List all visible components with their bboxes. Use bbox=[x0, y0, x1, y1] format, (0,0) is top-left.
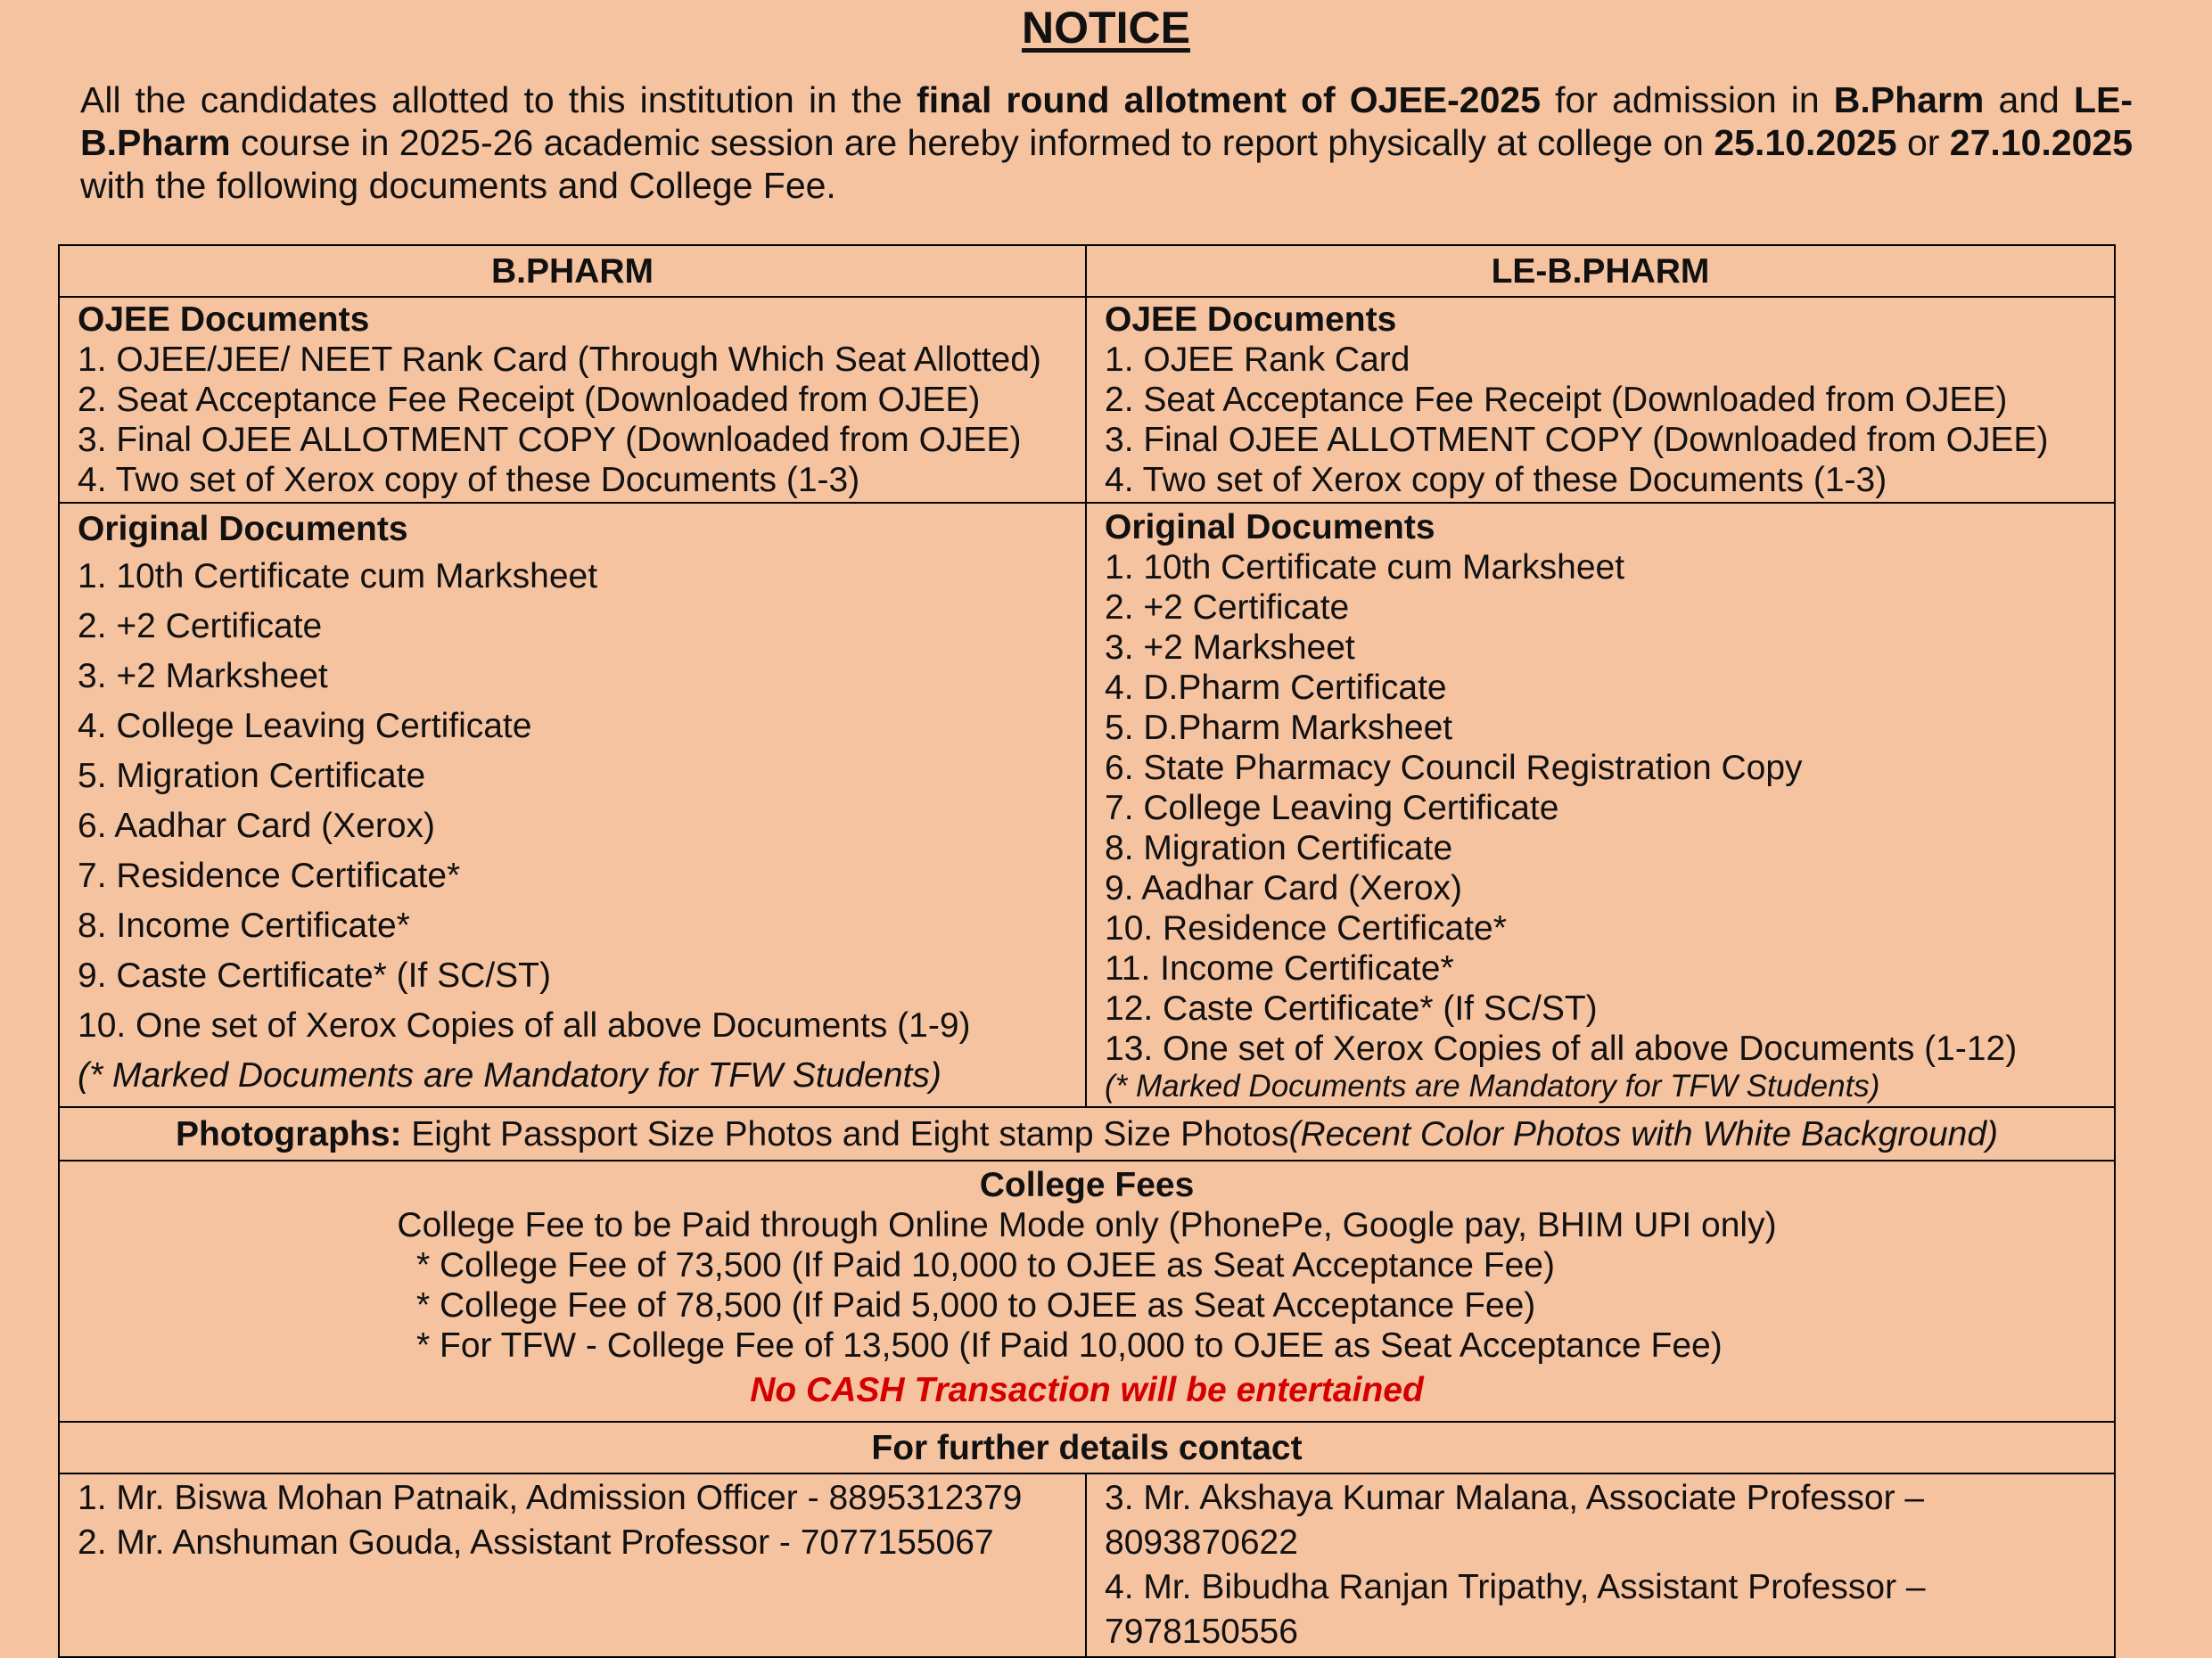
contact-item: 3. Mr. Akshaya Kumar Malana, Associate Professor – 8093870622 bbox=[1105, 1479, 1925, 1562]
list-item: 3. +2 Marksheet bbox=[78, 657, 328, 695]
intro-bold: B.Pharm bbox=[1833, 79, 1985, 120]
contact-item: 2. Mr. Anshuman Gouda, Assistant Professor - 7077155067 bbox=[78, 1523, 994, 1562]
original-docs-bpharm bbox=[59, 503, 1086, 1107]
list-item: 7. College Leaving Certificate bbox=[1105, 789, 1559, 827]
fee-item: * College Fee of 73,500 (If Paid 10,000 to OJEE as Seat Acceptance Fee) bbox=[416, 1246, 1555, 1285]
column-header-bpharm: B.PHARM bbox=[59, 245, 1086, 297]
ojee-docs-lebpharm bbox=[1086, 297, 2115, 503]
original-list-bpharm bbox=[78, 552, 1067, 1101]
list-item: 1. 10th Certificate cum Marksheet bbox=[1105, 548, 1625, 587]
ojee-docs-bpharm bbox=[59, 297, 1086, 503]
ojee-list-bpharm bbox=[78, 340, 1067, 500]
intro-text: course in 2025-26 academic session are hereby informed to report physically at college on bbox=[230, 122, 1715, 163]
tfw-note: (* Marked Documents are Mandatory for TFW Students) bbox=[78, 1056, 942, 1095]
list-item: 9. Caste Certificate* (If SC/ST) bbox=[78, 956, 551, 995]
original-list-lebpharm bbox=[1105, 547, 2096, 1104]
list-item: 6. State Pharmacy Council Registration Copy bbox=[1105, 749, 1803, 787]
fees-mode: College Fee to be Paid through Online Mode only (PhonePe, Google pay, BHIM UPI only) bbox=[397, 1206, 1777, 1244]
list-item: 3. Final OJEE ALLOTMENT COPY (Downloaded from OJEE) bbox=[78, 421, 1022, 459]
fees-heading: College Fees bbox=[979, 1166, 1195, 1204]
list-item: 2. Seat Acceptance Fee Receipt (Downloaded from OJEE) bbox=[1105, 381, 2008, 419]
contacts-right bbox=[1086, 1473, 2115, 1657]
column-header-lebpharm: LE-B.PHARM bbox=[1086, 245, 2115, 297]
ojee-list-lebpharm bbox=[1105, 340, 2096, 500]
intro-bold: 25.10.2025 bbox=[1714, 122, 1897, 163]
intro-text: or bbox=[1896, 122, 1950, 163]
fee-item: * College Fee of 78,500 (If Paid 5,000 to OJEE as Seat Acceptance Fee) bbox=[416, 1286, 1536, 1325]
intro-paragraph bbox=[80, 78, 2133, 207]
list-item: 9. Aadhar Card (Xerox) bbox=[1105, 869, 1463, 907]
contact-item: 1. Mr. Biswa Mohan Patnaik, Admission Officer - 8895312379 bbox=[78, 1479, 1023, 1517]
list-item: 4. College Leaving Certificate bbox=[78, 707, 532, 745]
intro-bold: final round allotment of OJEE-2025 bbox=[917, 79, 1542, 120]
list-item: 2. Seat Acceptance Fee Receipt (Downloaded from OJEE) bbox=[78, 381, 981, 419]
photographs-text: Eight Passport Size Photos and Eight stamp Size Photos bbox=[401, 1114, 1289, 1153]
list-item: 3. +2 Marksheet bbox=[1105, 628, 1355, 667]
list-item: 4. Two set of Xerox copy of these Documents (1-3) bbox=[1105, 461, 1887, 499]
list-item: 5. Migration Certificate bbox=[78, 757, 426, 795]
list-item: 12. Caste Certificate* (If SC/ST) bbox=[1105, 989, 1598, 1028]
list-item: 1. OJEE/JEE/ NEET Rank Card (Through Which Seat Allotted) bbox=[78, 341, 1041, 379]
intro-text: for admission in bbox=[1541, 79, 1834, 120]
original-docs-lebpharm bbox=[1086, 503, 2115, 1107]
section-heading: Original Documents bbox=[78, 510, 408, 548]
intro-bold: 27.10.2025 bbox=[1949, 122, 2133, 163]
list-item: 10. Residence Certificate* bbox=[1105, 909, 1507, 948]
contact-item: 4. Mr. Bibudha Ranjan Tripathy, Assistant Professor – 7978150556 bbox=[1105, 1568, 1926, 1651]
list-item: 7. Residence Certificate* bbox=[78, 857, 461, 895]
list-item: 11. Income Certificate* bbox=[1105, 949, 1454, 988]
section-heading: Original Documents bbox=[1105, 508, 1435, 546]
documents-table bbox=[58, 244, 2116, 1658]
list-item: 13. One set of Xerox Copies of all above Documents (1-12) bbox=[1105, 1030, 2018, 1068]
photographs-row bbox=[59, 1107, 2115, 1161]
list-item: 8. Migration Certificate bbox=[1105, 829, 1453, 867]
photographs-label: Photographs: bbox=[175, 1114, 402, 1153]
list-item: 6. Aadhar Card (Xerox) bbox=[78, 807, 436, 845]
list-item: 2. +2 Certificate bbox=[1105, 588, 1350, 627]
intro-text: and bbox=[1984, 79, 2074, 120]
intro-text: with the following documents and College Fee. bbox=[80, 165, 836, 206]
intro-text: All the candidates allotted to this institution in the bbox=[80, 79, 917, 120]
list-item: 1. OJEE Rank Card bbox=[1105, 341, 1410, 379]
list-item: 2. +2 Certificate bbox=[78, 607, 323, 645]
contact-heading: For further details contact bbox=[59, 1422, 2115, 1473]
photographs-note: (Recent Color Photos with White Background) bbox=[1288, 1114, 1999, 1153]
list-item: 4. Two set of Xerox copy of these Documents (1-3) bbox=[78, 461, 860, 499]
college-fees-section bbox=[59, 1161, 2115, 1422]
notice-title: NOTICE bbox=[1022, 3, 1190, 53]
list-item: 4. D.Pharm Certificate bbox=[1105, 669, 1447, 707]
tfw-note: (* Marked Documents are Mandatory for TFW Students) bbox=[1105, 1069, 1880, 1104]
list-item: 5. D.Pharm Marksheet bbox=[1105, 709, 1453, 747]
list-item: 10. One set of Xerox Copies of all above Documents (1-9) bbox=[78, 1006, 971, 1045]
list-item: 8. Income Certificate* bbox=[78, 907, 410, 945]
list-item: 3. Final OJEE ALLOTMENT COPY (Downloaded from OJEE) bbox=[1105, 421, 2049, 459]
section-heading: OJEE Documents bbox=[1105, 300, 1397, 339]
no-cash-warning: No CASH Transaction will be entertained bbox=[750, 1371, 1424, 1409]
contacts-left bbox=[59, 1473, 1086, 1657]
section-heading: OJEE Documents bbox=[78, 300, 370, 339]
fee-item: * For TFW - College Fee of 13,500 (If Paid 10,000 to OJEE as Seat Acceptance Fee) bbox=[416, 1326, 1723, 1365]
intro-bold: LE-B.Pharm bbox=[80, 79, 2133, 163]
list-item: 1. 10th Certificate cum Marksheet bbox=[78, 557, 598, 595]
